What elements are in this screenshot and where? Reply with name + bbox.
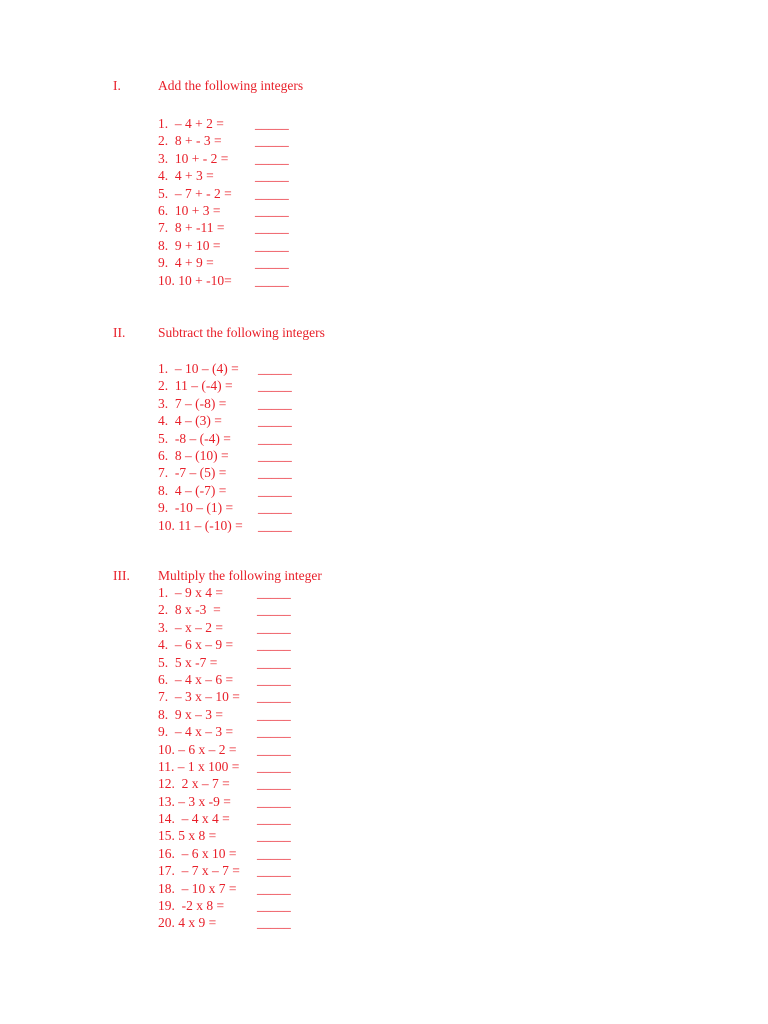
- problem-expression: 1. – 9 x 4 =: [158, 585, 223, 600]
- problem-expression: 17. – 7 x – 7 =: [158, 863, 240, 879]
- section-numeral: II.: [113, 325, 126, 340]
- problem-expression: 4. 4 + 3 =: [158, 168, 214, 184]
- answer-blank: _____: [257, 758, 291, 774]
- problem-expression: 8. 4 – (-7) =: [158, 482, 227, 498]
- problem-expression: 3. 7 – (-8) =: [158, 395, 227, 411]
- answer-blank: _____: [257, 776, 291, 792]
- answer-blank: _____: [258, 413, 292, 429]
- problem-expression: 5. 5 x -7 =: [158, 654, 218, 670]
- answer-blank: _____: [258, 361, 292, 376]
- problem-expression: 12. 2 x – 7 =: [158, 776, 230, 792]
- problem-expression: 5. – 7 + - 2 =: [158, 185, 232, 201]
- answer-blank: _____: [257, 706, 291, 722]
- answer-blank: _____: [257, 689, 291, 705]
- answer-blank: _____: [258, 395, 292, 411]
- problem-expression: 7. – 3 x – 10 =: [158, 689, 240, 705]
- problem-expression: 5. -8 – (-4) =: [158, 430, 231, 446]
- problem-expression: 9. 4 + 9 =: [158, 255, 214, 271]
- problem-expression: 10. 10 + -10=: [158, 272, 232, 288]
- answer-blank: _____: [255, 237, 289, 253]
- section-numeral: III.: [113, 568, 130, 583]
- answer-blank: _____: [257, 671, 291, 687]
- problem-expression: 4. – 6 x – 9 =: [158, 637, 234, 653]
- section-numeral: I.: [113, 78, 121, 93]
- section-heading: Subtract the following integers: [158, 325, 325, 340]
- problem-expression: 15. 5 x 8 =: [158, 828, 217, 844]
- problem-expression: 2. 8 x -3 =: [158, 602, 221, 618]
- answer-blank: _____: [257, 863, 291, 879]
- problem-expression: 7. -7 – (5) =: [158, 465, 227, 481]
- answer-blank: _____: [255, 255, 289, 271]
- answer-blank: _____: [257, 741, 291, 757]
- problem-expression: 6. 8 – (10) =: [158, 447, 229, 463]
- problem-expression: 1. – 4 + 2 =: [158, 116, 224, 131]
- answer-blank: _____: [258, 378, 292, 394]
- problem-expression: 3. 10 + - 2 =: [158, 150, 229, 166]
- problem-expression: 16. – 6 x 10 =: [158, 845, 237, 861]
- answer-blank: _____: [257, 654, 291, 670]
- problem-expression: 7. 8 + -11 =: [158, 220, 225, 236]
- section-heading: Multiply the following integer: [158, 568, 322, 583]
- problem-expression: 10. 11 – (-10) =: [158, 517, 243, 533]
- answer-blank: _____: [257, 898, 291, 914]
- problem-expression: 8. 9 + 10 =: [158, 237, 221, 253]
- problem-expression: 11. – 1 x 100 =: [158, 758, 240, 774]
- problem-expression: 14. – 4 x 4 =: [158, 811, 230, 827]
- answer-blank: _____: [258, 447, 292, 463]
- answer-blank: _____: [258, 482, 292, 498]
- problem-expression: 8. 9 x – 3 =: [158, 706, 223, 722]
- answer-blank: _____: [257, 585, 291, 600]
- answer-blank: _____: [255, 133, 289, 149]
- answer-blank: _____: [255, 220, 289, 236]
- answer-blank: _____: [257, 915, 291, 931]
- problem-expression: 10. – 6 x – 2 =: [158, 741, 237, 757]
- problem-expression: 13. – 3 x -9 =: [158, 793, 231, 809]
- problem-expression: 6. 10 + 3 =: [158, 202, 221, 218]
- answer-blank: _____: [258, 517, 292, 533]
- problem-expression: 1. – 10 – (4) =: [158, 361, 239, 376]
- problem-expression: 18. – 10 x 7 =: [158, 880, 237, 896]
- answer-blank: _____: [258, 430, 292, 446]
- answer-blank: _____: [255, 150, 289, 166]
- problem-expression: 6. – 4 x – 6 =: [158, 671, 234, 687]
- problem-expression: 9. – 4 x – 3 =: [158, 724, 234, 740]
- answer-blank: _____: [257, 724, 291, 740]
- answer-blank: _____: [255, 168, 289, 184]
- answer-blank: _____: [255, 202, 289, 218]
- answer-blank: _____: [258, 500, 292, 516]
- problem-expression: 9. -10 – (1) =: [158, 500, 234, 516]
- answer-blank: _____: [257, 637, 291, 653]
- answer-blank: _____: [255, 116, 289, 131]
- answer-blank: _____: [255, 272, 289, 288]
- answer-blank: _____: [257, 793, 291, 809]
- problem-expression: 3. – x – 2 =: [158, 619, 223, 635]
- answer-blank: _____: [255, 185, 289, 201]
- answer-blank: _____: [257, 845, 291, 861]
- problem-expression: 2. 11 – (-4) =: [158, 378, 233, 394]
- answer-blank: _____: [257, 880, 291, 896]
- problem-expression: 2. 8 + - 3 =: [158, 133, 222, 149]
- answer-blank: _____: [257, 811, 291, 827]
- problem-expression: 20. 4 x 9 =: [158, 915, 217, 931]
- answer-blank: _____: [257, 602, 291, 618]
- answer-blank: _____: [257, 828, 291, 844]
- problem-expression: 4. 4 – (3) =: [158, 413, 222, 429]
- problem-expression: 19. -2 x 8 =: [158, 898, 225, 914]
- answer-blank: _____: [258, 465, 292, 481]
- section-heading: Add the following integers: [158, 78, 304, 93]
- answer-blank: _____: [257, 619, 291, 635]
